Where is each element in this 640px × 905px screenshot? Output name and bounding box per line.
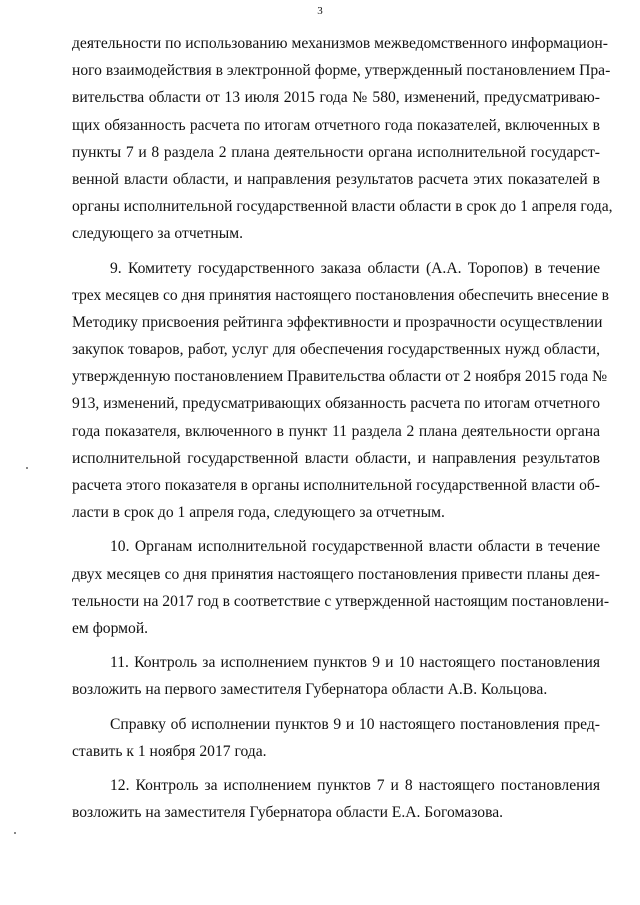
page-number: 3 bbox=[317, 5, 323, 17]
text-line: 11. Контроль за исполнением пунктов 9 и 10 настоящего постановления bbox=[110, 654, 600, 672]
text-line: органы исполнительной государственной власти области в срок до 1 апреля года, bbox=[72, 198, 613, 216]
text-line: Справку об исполнении пунктов 9 и 10 настоящего постановления пред- bbox=[110, 715, 600, 733]
text-line: исполнительной государственной власти области, и направления результатов bbox=[72, 449, 600, 467]
text-line: 9. Комитету государственного заказа области (А.А. Торопов) в течение bbox=[110, 259, 600, 277]
paragraph-continuation bbox=[72, 30, 613, 248]
scan-mark bbox=[26, 467, 28, 469]
document-body bbox=[72, 30, 613, 826]
text-line: деятельности по использованию механизмов межведомственного информацион- bbox=[72, 35, 608, 52]
text-line: года показателя, включенного в пункт 11 раздела 2 плана деятельности органа bbox=[72, 422, 600, 440]
scan-mark bbox=[14, 832, 16, 834]
paragraph-item-9 bbox=[72, 255, 610, 527]
text-line: утвержденную постановлением Правительства области от 2 ноября 2015 года № bbox=[72, 368, 607, 386]
text-line: пункты 7 и 8 раздела 2 плана деятельности органа исполнительной государст- bbox=[72, 143, 600, 161]
text-line: 10. Органам исполнительной государственной власти области в течение bbox=[110, 538, 600, 556]
text-line: закупок товаров, работ, услуг для обеспечения государственных нужд области, bbox=[72, 341, 600, 359]
text-line: венной власти области, и направления результатов расчета этих показателей в bbox=[72, 170, 600, 188]
text-line: двух месяцев со дня принятия настоящего постановления привести планы дея- bbox=[72, 565, 600, 583]
text-line: ем формой. bbox=[72, 619, 149, 637]
text-line: трех месяцев со дня принятия настоящего постановления обеспечить внесение в bbox=[72, 286, 610, 304]
paragraph-item-11 bbox=[72, 649, 600, 703]
paragraph-report bbox=[72, 711, 600, 765]
text-line: тельности на 2017 год в соответствие с утвержденной настоящим постановлени- bbox=[72, 592, 610, 610]
text-line: следующего за отчетным. bbox=[72, 225, 243, 243]
text-line: ставить к 1 ноября 2017 года. bbox=[72, 742, 267, 760]
text-line: вительства области от 13 июля 2015 года № 580, изменений, предусматриваю- bbox=[72, 89, 600, 107]
text-line: щих обязанность расчета по итогам отчетного года показателей, включенных в bbox=[72, 116, 600, 134]
text-line: ласти в срок до 1 апреля года, следующего за отчетным. bbox=[72, 504, 445, 522]
text-line: возложить на первого заместителя Губернатора области А.В. Кольцова. bbox=[72, 681, 548, 699]
text-line: возложить на заместителя Губернатора области Е.А. Богомазова. bbox=[72, 804, 504, 822]
text-line: расчета этого показателя в органы исполнительной государственной власти об- bbox=[72, 477, 600, 494]
paragraph-item-10 bbox=[72, 533, 610, 642]
paragraph-item-12 bbox=[72, 772, 600, 826]
text-line: Методику присвоения рейтинга эффективности и прозрачности осуществлении bbox=[72, 313, 603, 331]
text-line: 913, изменений, предусматривающих обязанность расчета по итогам отчетного bbox=[72, 395, 601, 413]
text-line: ного взаимодействия в электронной форме, утвержденный постановлением Пра- bbox=[72, 62, 611, 80]
text-line: 12. Контроль за исполнением пунктов 7 и 8 настоящего постановления bbox=[110, 776, 600, 794]
